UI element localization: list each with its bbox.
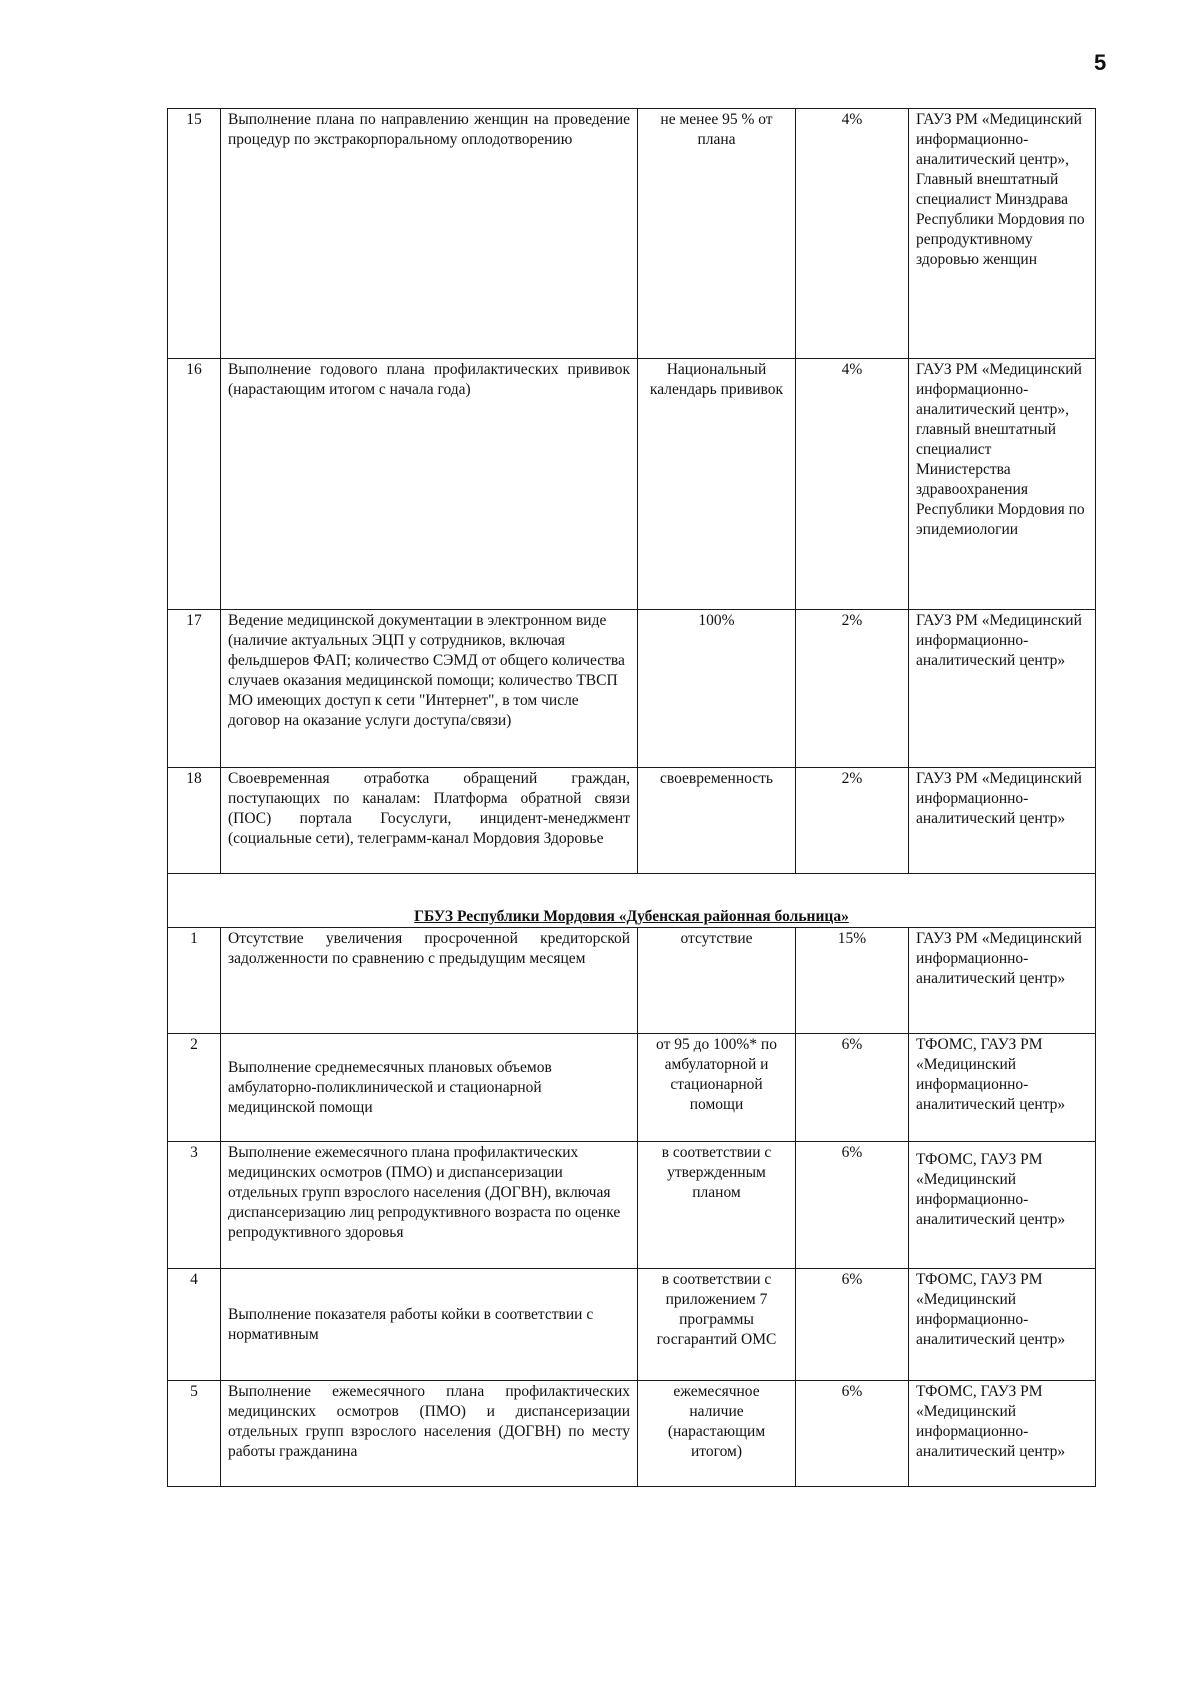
indicator-cell: Выполнение ежемесячного плана профилактических медицинских осмотров (ПМО) и диспансеризации отдельных групп взрослого населения (ДОГВН) по месту работы гражданина [221,1381,638,1487]
norm-cell: ежемесячное наличие (нарастающим итогом) [638,1381,796,1487]
table-row [168,768,1096,874]
norm-cell: от 95 до 100%* по амбулаторной и стационарной помощи [638,1034,796,1142]
weight-cell: 4% [796,359,909,610]
table-row [168,359,1096,610]
row-number: 15 [168,109,221,359]
responsible-cell: ТФОМС, ГАУЗ РМ «Медицинский информационно-аналитический центр» [909,1381,1096,1487]
norm-cell: в соответствии с приложением 7 программы госгарантий ОМС [638,1269,796,1381]
weight-cell: 6% [796,1381,909,1487]
responsible-cell: ГАУЗ РМ «Медицинский информационно-аналитический центр» [909,928,1096,1034]
indicator-cell: Выполнение показателя работы койки в соответствии с нормативным [221,1269,638,1381]
weight-cell: 6% [796,1269,909,1381]
table-row [168,1381,1096,1487]
responsible-cell: ТФОМС, ГАУЗ РМ «Медицинский информационно-аналитический центр» [909,1142,1096,1269]
weight-cell: 2% [796,768,909,874]
table-row [168,1269,1096,1381]
indicator-cell: Выполнение ежемесячного плана профилактических медицинских осмотров (ПМО) и диспансеризации отдельных групп взрослого населения (ДОГВН), включая диспансеризацию лиц репродуктивного возраста по оценке репродуктивного здоровья [221,1142,638,1269]
indicators-table [167,108,1096,1487]
table-row [168,610,1096,768]
weight-cell: 2% [796,610,909,768]
responsible-cell: ТФОМС, ГАУЗ РМ «Медицинский информационно-аналитический центр» [909,1269,1096,1381]
row-number: 16 [168,359,221,610]
row-number: 1 [168,928,221,1034]
table-row [168,928,1096,1034]
indicator-cell: Отсутствие увеличения просроченной кредиторской задолженности по сравнению с предыдущим месяцем [221,928,638,1034]
row-number: 18 [168,768,221,874]
norm-cell: 100% [638,610,796,768]
norm-cell: отсутствие [638,928,796,1034]
indicator-cell: Выполнение среднемесячных плановых объемов амбулаторно-поликлинической и стационарной медицинской помощи [221,1034,638,1142]
row-number: 17 [168,610,221,768]
weight-cell: 6% [796,1142,909,1269]
weight-cell: 15% [796,928,909,1034]
section-row [168,874,1096,928]
table-row [168,1142,1096,1269]
indicator-cell: Ведение медицинской документации в электронном виде (наличие актуальных ЭЦП у сотрудников, включая фельдшеров ФАП; количество СЭМД от общего количества случаев оказания медицинской помощи; количество ТВСП МО имеющих доступ к сети "Интернет", в том числе договор на оказание услуги доступа/связи) [221,610,638,768]
responsible-cell: ТФОМС, ГАУЗ РМ «Медицинский информационно-аналитический центр» [909,1034,1096,1142]
norm-cell: не менее 95 % от плана [638,109,796,359]
weight-cell: 4% [796,109,909,359]
section-title: ГБУЗ Республики Мордовия «Дубенская районная больница» [414,908,849,925]
row-number: 3 [168,1142,221,1269]
responsible-cell: ГАУЗ РМ «Медицинский информационно-аналитический центр», главный внештатный специалист Министерства здравоохранения Республики Мордовия по эпидемиологии [909,359,1096,610]
responsible-cell: ГАУЗ РМ «Медицинский информационно-аналитический центр», Главный внештатный специалист Минздрава Республики Мордовия по репродуктивному здоровью женщин [909,109,1096,359]
responsible-cell: ГАУЗ РМ «Медицинский информационно-аналитический центр» [909,768,1096,874]
indicator-cell: Выполнение годового плана профилактических прививок (нарастающим итогом с начала года) [221,359,638,610]
weight-cell: 6% [796,1034,909,1142]
table-row [168,109,1096,359]
norm-cell: в соответствии с утвержденным планом [638,1142,796,1269]
row-number: 5 [168,1381,221,1487]
row-number: 4 [168,1269,221,1381]
indicator-cell: Выполнение плана по направлению женщин на проведение процедур по экстракорпоральному оплодотворению [221,109,638,359]
section-title-cell [168,874,1096,928]
norm-cell: Национальный календарь прививок [638,359,796,610]
indicator-cell: Своевременная отработка обращений граждан, поступающих по каналам: Платформа обратной связи (ПОС) портала Госуслуги, инцидент-менеджмент (социальные сети), телеграмм-канал Мордовия Здоровье [221,768,638,874]
row-number: 2 [168,1034,221,1142]
table-row [168,1034,1096,1142]
page-number: 5 [1094,50,1107,75]
norm-cell: своевременность [638,768,796,874]
responsible-cell: ГАУЗ РМ «Медицинский информационно-аналитический центр» [909,610,1096,768]
